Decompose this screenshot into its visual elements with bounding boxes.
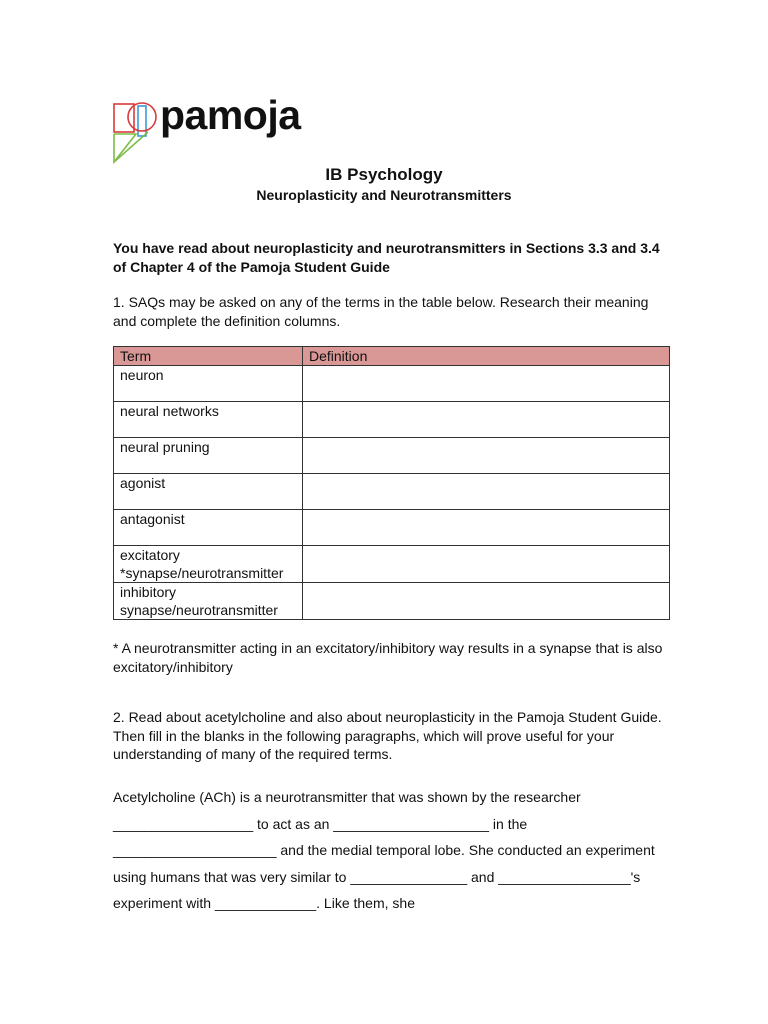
- table-header-row: [114, 347, 670, 366]
- question-1-text: 1. SAQs may be asked on any of the terms in the table below. Research their meaning and complete the definition columns.: [113, 294, 649, 329]
- pamoja-logo-text: pamoja: [160, 92, 301, 138]
- page-subtitle: Neuroplasticity and Neurotransmitters: [256, 187, 512, 203]
- term-column-header: Term: [114, 347, 303, 366]
- term-cell: excitatory *synapse/neurotransmitter: [114, 546, 303, 583]
- term-cell: neural networks: [114, 402, 303, 438]
- fill-in-blanks-paragraph: Acetylcholine (ACh) is a neurotransmitter that was shown by the researcher __________________ to act as an ____________________ in the _____________________ and the medial temporal lobe. She conducted an experiment using humans that was very similar to _______________ and _________________'s experiment with _____________. Like them, she: [113, 789, 655, 911]
- definition-cell[interactable]: [303, 402, 670, 438]
- table-row: [114, 583, 670, 620]
- terms-table: [113, 346, 670, 620]
- definition-cell[interactable]: [303, 510, 670, 546]
- term-cell: neuron: [114, 366, 303, 402]
- definition-cell[interactable]: [303, 366, 670, 402]
- table-row: [114, 546, 670, 583]
- term-cell: neural pruning: [114, 438, 303, 474]
- table-row: [114, 474, 670, 510]
- definition-cell[interactable]: [303, 474, 670, 510]
- definition-column-header: Definition: [303, 347, 670, 366]
- term-cell: agonist: [114, 474, 303, 510]
- table-footnote: * A neurotransmitter acting in an excitatory/inhibitory way results in a synapse that is also excitatory/inhibitory: [113, 640, 663, 675]
- pamoja-logo: [112, 92, 332, 168]
- definition-cell[interactable]: [303, 583, 670, 620]
- definition-cell[interactable]: [303, 438, 670, 474]
- definition-cell[interactable]: [303, 546, 670, 583]
- table-row: [114, 510, 670, 546]
- table-row: [114, 438, 670, 474]
- page-title: IB Psychology: [325, 165, 443, 184]
- pamoja-logo-mark-icon: [112, 98, 160, 168]
- term-cell: inhibitory synapse/neurotransmitter: [114, 583, 303, 620]
- question-2-text: 2. Read about acetylcholine and also about neuroplasticity in the Pamoja Student Guide. Then fill in the blanks in the following paragraphs, which will prove useful for your understanding of many of the required terms.: [113, 709, 662, 762]
- intro-text: You have read about neuroplasticity and neurotransmitters in Sections 3.3 and 3.4 of Chapter 4 of the Pamoja Student Guide: [113, 240, 660, 275]
- table-row: [114, 402, 670, 438]
- table-row: [114, 366, 670, 402]
- term-cell: antagonist: [114, 510, 303, 546]
